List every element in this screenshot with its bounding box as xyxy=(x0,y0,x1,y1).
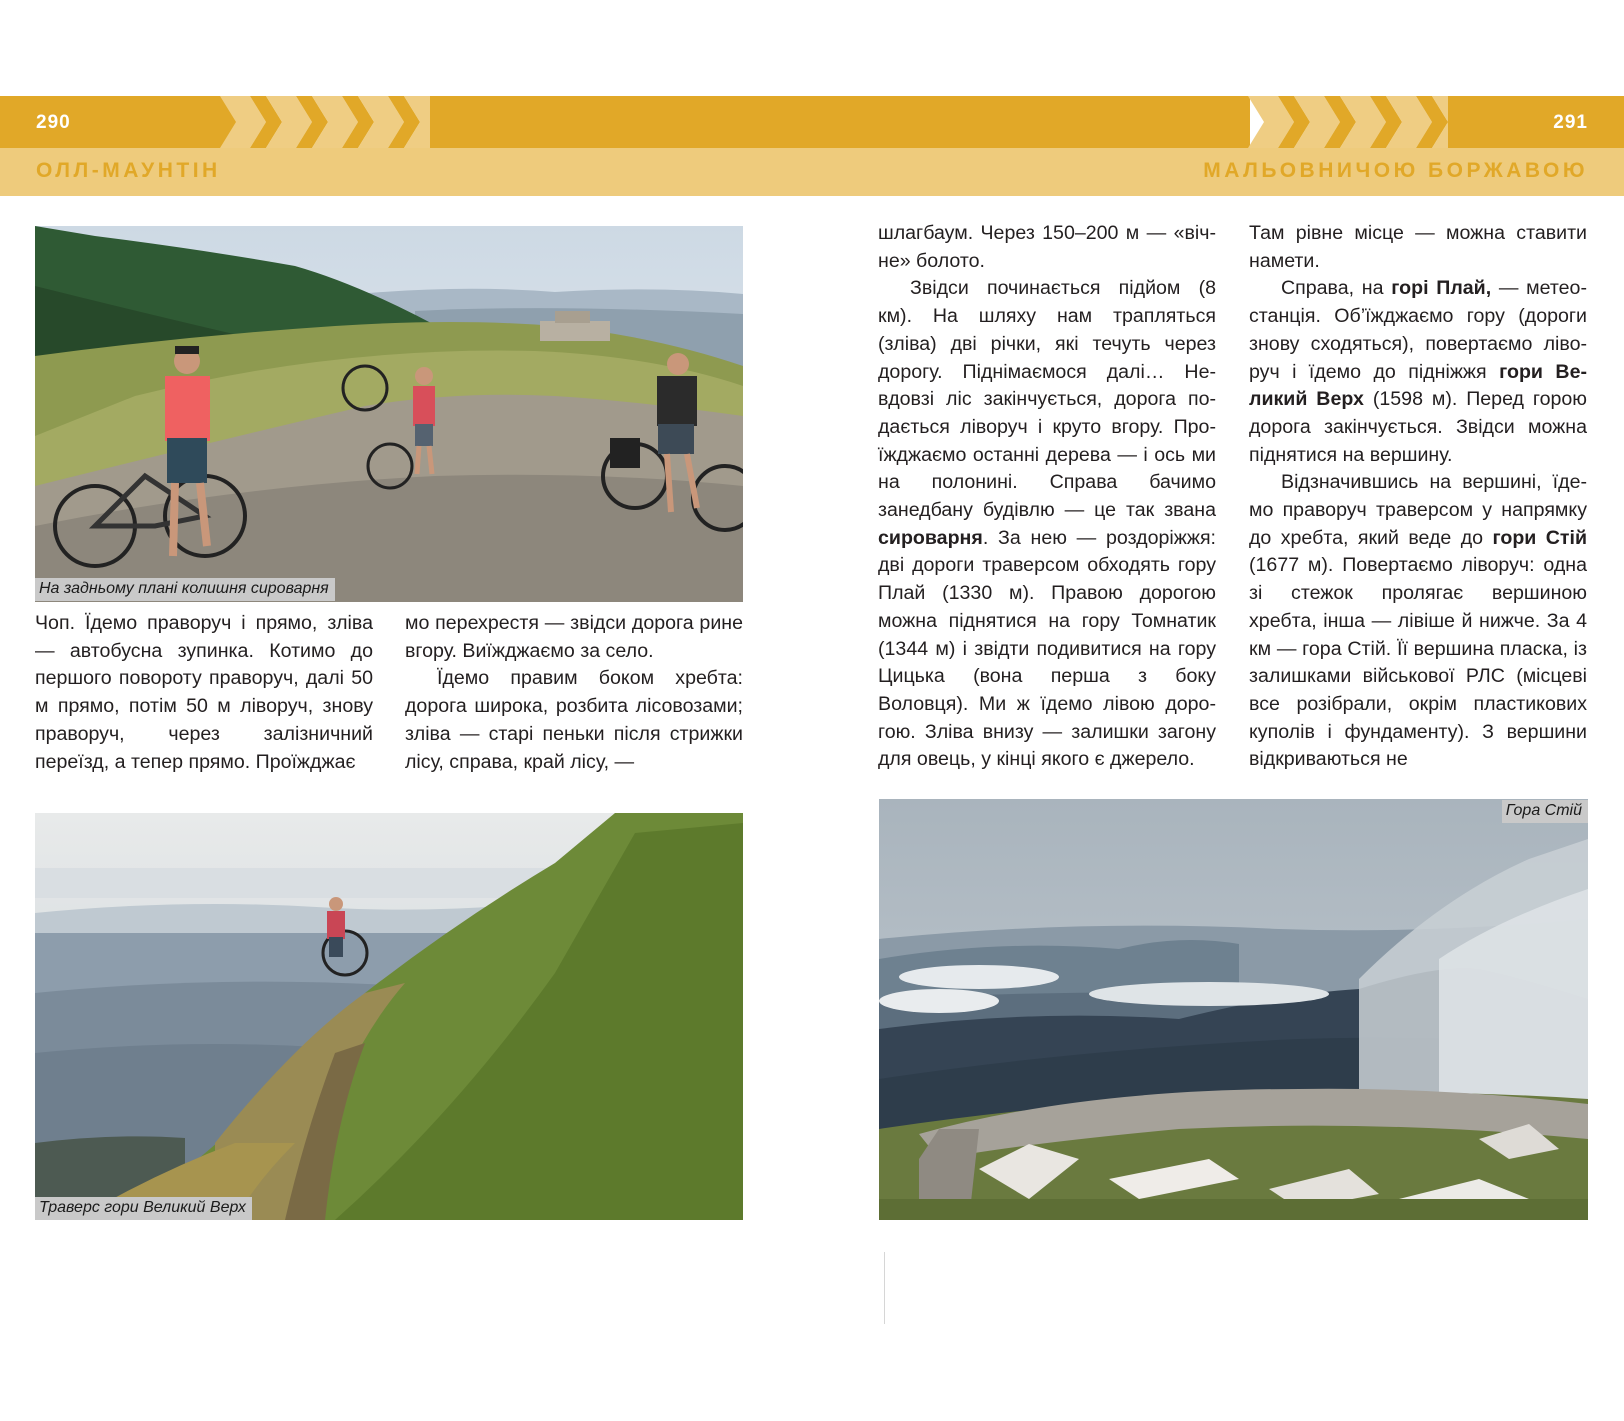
photo-traverse xyxy=(35,813,743,1220)
text-run: Справа, на xyxy=(1281,277,1392,300)
header-band-middle xyxy=(420,96,1250,148)
text-run: Звідси починається підйом (8 км). На шляху нам трапляться (зліва) дві річки, які течуть через дорогу. Піднімаємося далі… Невдовзі ліс закінчується, дорога подається ліворуч і круто вгору. Проїжджаємо останні дерева — і ось ми на полонині. Справа бачимо занедбану будівлю — це так звана xyxy=(878,277,1216,522)
text-run: . За нею — роздоріжжя: дві дороги траверсом обходять гору Плай (1330 м). Правою дорогою можна піднятися на гору Томнатик (1344 м) і звідти подивитися на гору Цицька (вона перша з боку Воловця). Ми ж їдемо лівою дорогою. Зліва внизу — залишки загону для овець, у кінці якого є джерело. xyxy=(878,526,1216,771)
text-run: Відзначившись на вершині, їдемо праворуч траверсом у напрямку до хребта, який веде до xyxy=(1249,471,1587,549)
left-page-number: 290 xyxy=(36,112,71,133)
paragraph: Їдемо правим боком хребта: дорога широка, розбита лісовозами; зліва — старі пеньки після стрижки лісу, справа, край лісу, — xyxy=(405,667,743,773)
paragraph: Там рівне місце — можна ставити намети. xyxy=(1249,222,1587,272)
paragraph xyxy=(878,275,1216,774)
paragraph: шлагбаум. Через 150–200 м — «вічне» болото. xyxy=(878,222,1216,272)
text-run: — метеостанція. Об’їжджаємо гору (дороги знову сходяться), повертаємо ліворуч і їдемо до підніжжя xyxy=(1249,277,1587,383)
chevron-arrows-left-icon xyxy=(220,96,440,148)
paragraph xyxy=(1249,275,1587,469)
bold-term-velykyi-verkh: гори Великий Верх xyxy=(1249,360,1587,411)
chevron-arrows-right-icon xyxy=(1248,96,1458,148)
page-gutter-line xyxy=(884,1252,885,1324)
text-column-3 xyxy=(878,220,1216,774)
text-run: (1677 м). Повертаємо ліворуч: одна зі стежок пролягає вершиною хребта, інша — лівіше й нижче. За 4 км — гора Стій. Її вершина пласка, із залишками військової РЛС (місцеві все розібрали, окрім пластикових куполів і фундаменту). З вершини відкриваються не xyxy=(1249,554,1587,771)
caption-mount-stii: Гора Стій xyxy=(1502,800,1588,823)
paragraph xyxy=(1249,469,1587,774)
text-run: (1598 м). Перед горою дорога закінчується. Звідси можна піднятися на вершину. xyxy=(1249,388,1587,466)
text-column-4 xyxy=(1249,220,1587,774)
header-band-right xyxy=(1447,96,1624,148)
bold-term-hora-plai: горі Плай, xyxy=(1391,277,1492,300)
photo-cyclists-road xyxy=(35,226,743,602)
right-page-number: 291 xyxy=(1553,112,1588,133)
right-running-title: МАЛЬОВНИЧОЮ БОРЖАВОЮ xyxy=(1203,159,1588,182)
paragraph: Чоп. Їдемо праворуч і прямо, зліва — автобусна зупинка. Котимо до першого повороту праворуч, далі 50 м прямо, потім 50 м ліворуч, знову праворуч, через залізничний переїзд, а тепер прямо. Проїжджає xyxy=(35,612,373,773)
left-running-title: ОЛЛ-МАУНТІН xyxy=(36,159,221,182)
bold-term-syrovarnia: сироварня xyxy=(878,526,983,549)
text-column-2 xyxy=(405,610,743,776)
bold-term-hora-stii: гори Стій xyxy=(1492,526,1587,549)
photo-mount-stii xyxy=(879,799,1588,1220)
text-column-1 xyxy=(35,610,373,776)
paragraph: мо перехрестя — звідси дорога рине вгору. Виїжджаємо за село. xyxy=(405,612,743,662)
caption-traverse: Траверс гори Великий Верх xyxy=(35,1197,252,1220)
caption-cyclists-road: На задньому плані колишня сироварня xyxy=(35,578,335,601)
